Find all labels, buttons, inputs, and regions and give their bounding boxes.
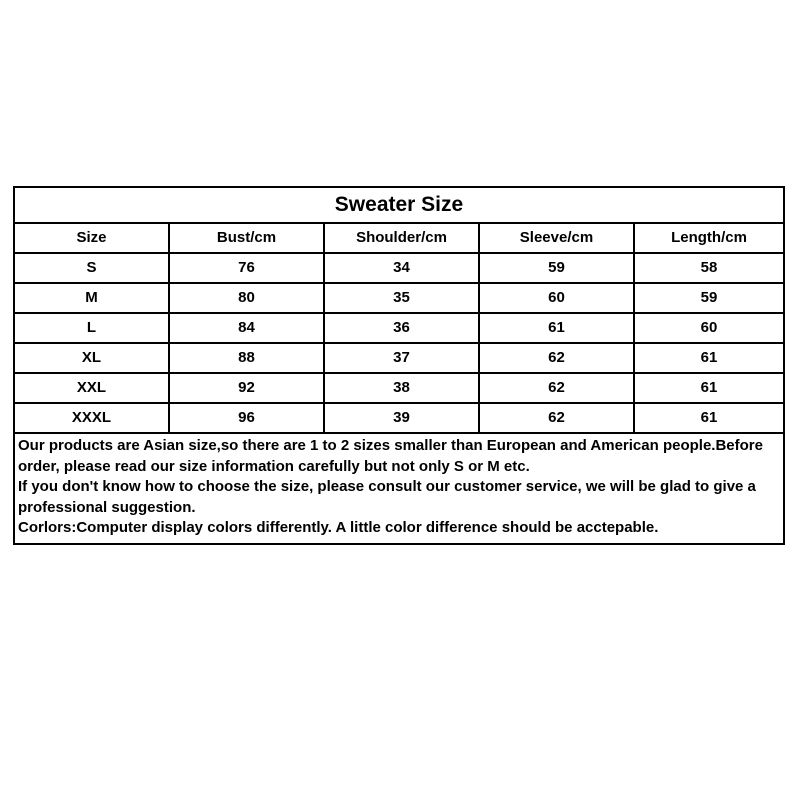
table-row <box>14 343 784 373</box>
column-header: Sleeve/cm <box>479 223 634 253</box>
column-header: Size <box>14 223 169 253</box>
measurement-cell: 34 <box>324 253 479 283</box>
measurement-cell: 35 <box>324 283 479 313</box>
table-row <box>14 283 784 313</box>
measurement-cell: 76 <box>169 253 324 283</box>
column-header: Length/cm <box>634 223 784 253</box>
measurement-cell: 58 <box>634 253 784 283</box>
title-row <box>14 187 784 223</box>
measurement-cell: 38 <box>324 373 479 403</box>
size-label-cell: L <box>14 313 169 343</box>
chart-title: Sweater Size <box>14 187 784 223</box>
header-row <box>14 223 784 253</box>
measurement-cell: 84 <box>169 313 324 343</box>
size-rows <box>14 253 784 433</box>
size-chart-table <box>13 186 785 545</box>
notes-row <box>14 433 784 544</box>
column-header: Bust/cm <box>169 223 324 253</box>
table-row <box>14 403 784 433</box>
measurement-cell: 62 <box>479 403 634 433</box>
measurement-cell: 59 <box>479 253 634 283</box>
table-row <box>14 373 784 403</box>
measurement-cell: 96 <box>169 403 324 433</box>
table-row <box>14 313 784 343</box>
notes-cell <box>14 433 784 544</box>
measurement-cell: 88 <box>169 343 324 373</box>
size-label-cell: M <box>14 283 169 313</box>
note-asian-size: Our products are Asian size,so there are 1 to 2 sizes smaller than European and American people.Before order, please read our size information carefully but not only S or M etc. <box>18 437 763 475</box>
measurement-cell: 62 <box>479 373 634 403</box>
size-label-cell: XXL <box>14 373 169 403</box>
measurement-cell: 36 <box>324 313 479 343</box>
note-colors: Corlors:Computer display colors differently. A little color difference should be acctepable. <box>18 519 659 536</box>
measurement-cell: 60 <box>479 283 634 313</box>
note-customer-service: If you don't know how to choose the size, please consult our customer service, we will be glad to give a professional suggestion. <box>18 478 756 516</box>
measurement-cell: 37 <box>324 343 479 373</box>
measurement-cell: 61 <box>634 403 784 433</box>
measurement-cell: 80 <box>169 283 324 313</box>
size-label-cell: XXXL <box>14 403 169 433</box>
size-label-cell: S <box>14 253 169 283</box>
measurement-cell: 39 <box>324 403 479 433</box>
measurement-cell: 61 <box>634 343 784 373</box>
measurement-cell: 61 <box>479 313 634 343</box>
measurement-cell: 92 <box>169 373 324 403</box>
measurement-cell: 60 <box>634 313 784 343</box>
size-label-cell: XL <box>14 343 169 373</box>
measurement-cell: 59 <box>634 283 784 313</box>
column-header: Shoulder/cm <box>324 223 479 253</box>
measurement-cell: 62 <box>479 343 634 373</box>
measurement-cell: 61 <box>634 373 784 403</box>
table-row <box>14 253 784 283</box>
